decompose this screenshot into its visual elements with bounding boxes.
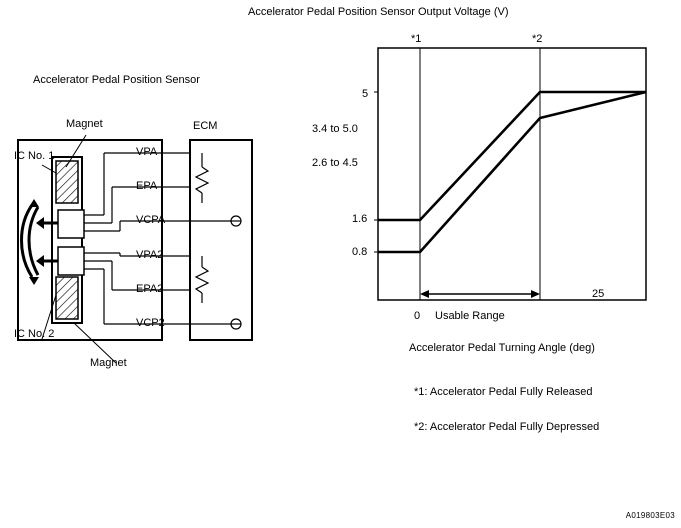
sensor-diagram-caption: Accelerator Pedal Position Sensor [33, 74, 200, 86]
figure-code: A019803E03 [625, 511, 675, 520]
y-tick-08: 0.8 [352, 246, 368, 258]
magnet-bottom-label: Magnet [90, 357, 127, 369]
pin-label-vcpa: VCPA [136, 214, 166, 226]
y-tick-16: 1.6 [352, 213, 368, 225]
pin-label-vpa: VPA [136, 146, 158, 158]
pin-label-epa: EPA [136, 180, 158, 192]
ecm-label: ECM [193, 120, 218, 132]
marker-1: *1 [411, 33, 422, 45]
pin-label-vpa2: VPA2 [136, 249, 164, 261]
pin-label-vcp2: VCP2 [136, 317, 165, 329]
magnet-top-label: Magnet [66, 118, 103, 130]
ic-no2-label: IC No. 2 [14, 328, 55, 340]
x-axis-caption: Accelerator Pedal Turning Angle (deg) [409, 342, 595, 354]
chart-title: Accelerator Pedal Position Sensor Output Voltage (V) [248, 6, 509, 18]
footnote-2: *2: Accelerator Pedal Fully Depressed [414, 421, 600, 433]
pin-label-epa2: EPA2 [136, 283, 164, 295]
y-tick-5: 5 [362, 88, 369, 100]
x-tick-25: 25 [592, 288, 605, 300]
y-tick-34to50: 3.4 to 5.0 [312, 123, 358, 135]
y-tick-26to45: 2.6 to 4.5 [312, 157, 358, 169]
output-voltage-graph [300, 22, 670, 342]
usable-range-label: Usable Range [435, 310, 505, 322]
sensor-schematic [0, 95, 270, 380]
footnote-1: *1: Accelerator Pedal Fully Released [414, 386, 593, 398]
x-tick-0: 0 [414, 310, 421, 322]
ic-no1-label: IC No. 1 [14, 150, 55, 162]
marker-2: *2 [532, 33, 543, 45]
